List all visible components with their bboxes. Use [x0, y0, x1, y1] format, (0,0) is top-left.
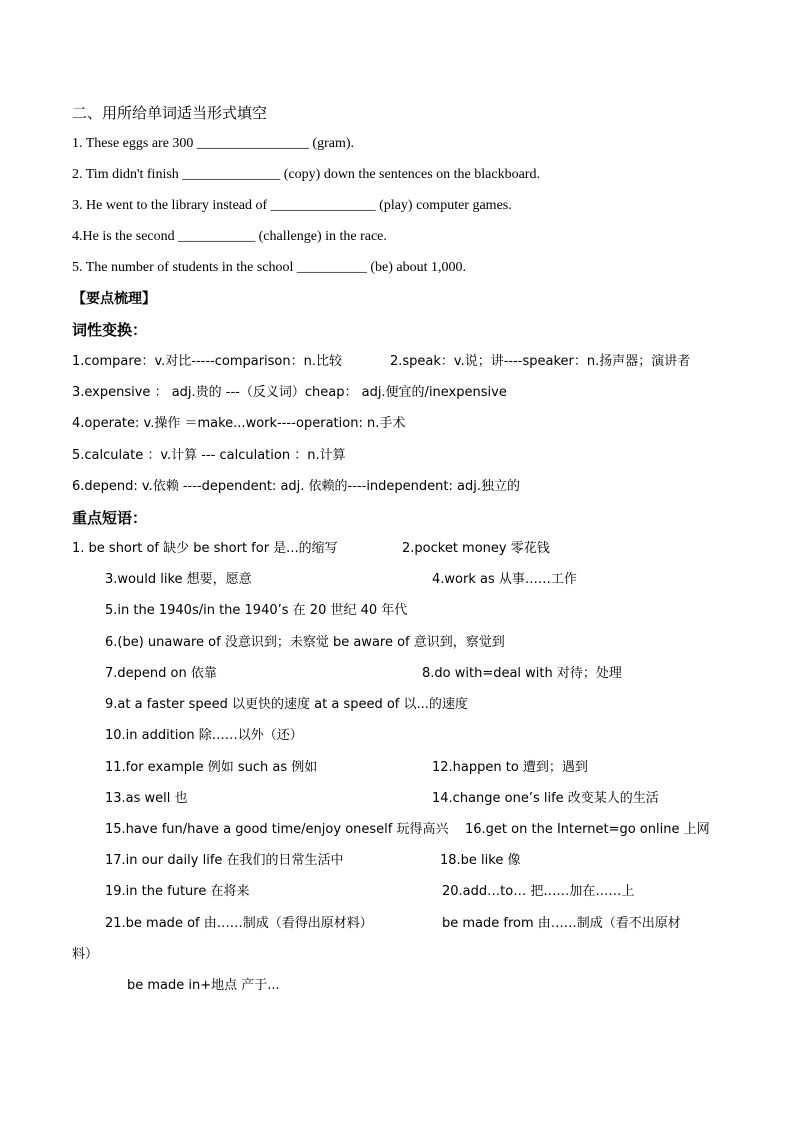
phrase-19: 19.in the future 在将来	[105, 884, 250, 899]
phrase-12: 12.happen to 遭到；遇到	[432, 760, 588, 775]
phrase-3: 3.would like 想要，愿意	[105, 572, 252, 587]
phrase-10: 10.in addition 除……以外（还）	[105, 728, 303, 743]
phrase-13: 13.as well 也	[105, 791, 188, 806]
exercise-2: 2. Tim didn't finish ______________ (copy) down the sentences on the blackboard.	[72, 167, 540, 182]
word-forms-heading: 词性变换：	[72, 321, 148, 339]
phrase-14: 14.change one’s life 改变某人的生活	[432, 791, 659, 806]
phrase-7: 7.depend on 依靠	[105, 666, 217, 681]
exercise-1: 1. These eggs are 300 ________________ (gram).	[72, 136, 355, 151]
phrase-17: 17.in our daily life 在我们的日常生活中	[105, 853, 344, 868]
phrase-6: 6.(be) unaware of 没意识到；未察觉 be aware of 意识到，察觉到	[105, 635, 505, 650]
phrase-5: 5.in the 1940s/in the 1940’s 在 20 世纪 40 年代	[105, 603, 408, 618]
word-form-6: 6.depend: v.依赖 ----dependent: adj. 依赖的----independent: adj.独立的	[72, 479, 520, 494]
phrases-heading: 重点短语：	[72, 509, 148, 527]
phrase-4: 4.work as 从事……工作	[432, 572, 577, 587]
word-form-5: 5.calculate ：v.计算 --- calculation ：n.计算	[72, 448, 346, 463]
phrase-16: 16.get on the Internet=go online 上网	[465, 822, 710, 837]
exercise-4: 4.He is the second ___________ (challenge) in the race.	[72, 229, 387, 244]
phrase-2: 2.pocket money 零花钱	[402, 541, 550, 556]
section-title: 二、用所给单词适当形式填空	[72, 104, 268, 122]
phrase-9: 9.at a faster speed 以更快的速度 at a speed of 以...的速度	[105, 697, 468, 712]
phrase-21: 21.be made of 由……制成（看得出原材料）	[105, 916, 373, 931]
word-form-2: 2.speak：v.说；讲----speaker：n.扬声器；演讲者	[390, 354, 691, 369]
exercise-3: 3. He went to the library instead of _______________ (play) computer games.	[72, 198, 512, 213]
exercise-5: 5. The number of students in the school __________ (be) about 1,000.	[72, 260, 467, 275]
phrase-15: 15.have fun/have a good time/enjoy oneself 玩得高兴	[105, 822, 449, 837]
phrase-22: be made in+地点 产于...	[127, 978, 280, 993]
phrase-1: 1. be short of 缺少 be short for 是...的缩写	[72, 541, 338, 556]
phrase-18: 18.be like 像	[440, 853, 521, 868]
word-form-3: 3.expensive ： adj.贵的 ---（反义词）cheap： adj.便宜的/inexpensive	[72, 385, 507, 400]
phrase-21-alt: be made from 由……制成（看不出原材	[442, 916, 681, 931]
phrase-11: 11.for example 例如 such as 例如	[105, 760, 318, 775]
word-form-1: 1.compare：v.对比-----comparison：n.比较	[72, 354, 342, 369]
key-points-heading: 【要点梳理】	[72, 291, 156, 307]
phrase-21-continued: 料）	[72, 947, 99, 962]
word-form-4: 4.operate: v.操作 ＝make...work----operation: n.手术	[72, 416, 406, 431]
phrase-20: 20.add…to… 把……加在……上	[442, 884, 635, 899]
phrase-8: 8.do with=deal with 对待；处理	[422, 666, 622, 681]
